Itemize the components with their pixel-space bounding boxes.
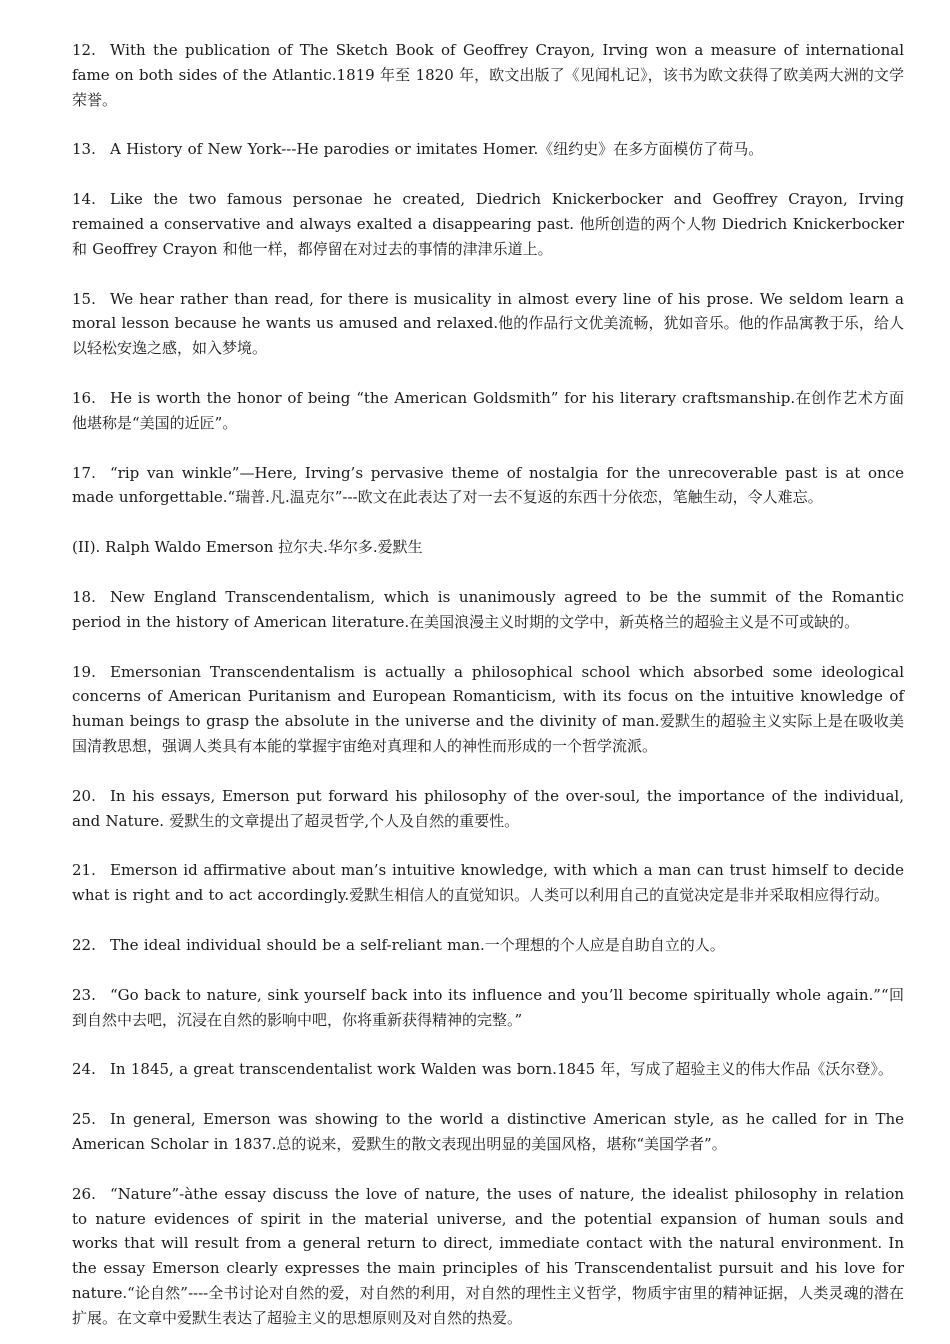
item-number: 20. xyxy=(72,786,96,805)
item-number: 13. xyxy=(72,140,96,159)
paragraph-23 xyxy=(72,983,904,1033)
item-text: A History of New York---He parodies or imitates Homer.《纽约史》在多方面模仿了荷马。 xyxy=(110,140,764,159)
paragraph-26 xyxy=(72,1182,904,1331)
item-number: 26. xyxy=(72,1184,96,1203)
item-text: “rip van winkle”—Here, Irving’s pervasive theme of nostalgia for the unrecoverable past is at once made unforgettable.“瑞普.凡.温克尔”---欧文在此表达了对一去不复返的东西十分依恋，笔触生动，令人难忘。 xyxy=(72,463,904,507)
section-heading: (II). Ralph Waldo Emerson 拉尔夫.华尔多.爱默生 xyxy=(72,538,423,557)
paragraph-21 xyxy=(72,858,904,908)
paragraph-19 xyxy=(72,660,904,759)
item-number: 18. xyxy=(72,587,96,606)
paragraph-12 xyxy=(72,38,904,112)
item-number: 19. xyxy=(72,662,96,681)
item-text: He is worth the honor of being “the American Goldsmith” for his literary craftsmanship.在创作艺术方面他堪称是“美国的近匠”。 xyxy=(72,388,904,432)
paragraph-14 xyxy=(72,187,904,261)
item-text: Emersonian Transcendentalism is actually a philosophical school which absorbed some ideological concerns of American Puritanism and European Romanticism, with its focus on the intuitive knowledge of human beings to grasp the absolute in the universe and the divinity of man.爱默生的超验主义实际上是在吸收美国清教思想，强调人类具有本能的掌握宇宙绝对真理和人的神性而形成的一个哲学流派。 xyxy=(72,662,904,755)
paragraph-18 xyxy=(72,585,904,635)
paragraph-15 xyxy=(72,287,904,361)
item-number: 25. xyxy=(72,1110,96,1129)
item-text: We hear rather than read, for there is musicality in almost every line of his prose. We seldom learn a moral lesson because he wants us amused and relaxed.他的作品行文优美流畅，犹如音乐。他的作品寓教于乐，给人以轻松安逸之感，如入梦境。 xyxy=(72,289,904,358)
item-text: The ideal individual should be a self-reliant man.一个理想的个人应是自助自立的人。 xyxy=(110,935,725,954)
item-number: 16. xyxy=(72,388,96,407)
item-text: With the publication of The Sketch Book of Geoffrey Crayon, Irving won a measure of international fame on both sides of the Atlantic.1819 年至 1820 年，欧文出版了《见闻札记》，该书为欧文获得了欧美两大洲的文学荣誉。 xyxy=(72,41,904,109)
item-text: Like the two famous personae he created, Diedrich Knickerbocker and Geoffrey Crayon, Irving remained a conservative and always exalted a disappearing past. 他所创造的两个人物 Diedrich Knickerbocker 和 Geoffrey Crayon 和他一样，都停留在对过去的事情的津津乐道上。 xyxy=(72,190,904,258)
paragraph-24 xyxy=(72,1057,904,1082)
item-text: In general, Emerson was showing to the world a distinctive American style, as he called for in The American Scholar in 1837.总的说来，爱默生的散文表现出明显的美国风格，堪称“美国学者”。 xyxy=(72,1110,904,1153)
item-text: New England Transcendentalism, which is unanimously agreed to be the summit of the Romantic period in the history of American literature.在美国浪漫主义时期的文学中，新英格兰的超验主义是不可或缺的。 xyxy=(72,587,904,631)
item-text: In his essays, Emerson put forward his philosophy of the over-soul, the importance of the individual, and Nature. 爱默生的文章提出了超灵哲学,个人及自然的重要性。 xyxy=(72,786,904,830)
paragraph-22 xyxy=(72,933,904,958)
item-number: 15. xyxy=(72,289,96,308)
item-number: 12. xyxy=(72,41,96,59)
paragraph-13 xyxy=(72,137,904,162)
item-number: 24. xyxy=(72,1060,96,1079)
paragraph-20 xyxy=(72,784,904,834)
paragraph-16 xyxy=(72,386,904,436)
item-number: 21. xyxy=(72,861,96,880)
item-number: 14. xyxy=(72,190,96,209)
item-number: 23. xyxy=(72,985,96,1004)
paragraph-25 xyxy=(72,1107,904,1157)
item-text: “Nature”-àthe essay discuss the love of nature, the uses of nature, the idealist philosophy in relation to nature evidences of spirit in the material universe, and the potential expansion of human souls and works that will result from a general return to direct, immediate contact with the natural environment. In the essay Emerson clearly expresses the main principles of his Transcendentalist pursuit and his love for nature.“论自然”----全书讨论对自然的爱，对自然的利用，对自然的理性主义哲学，物质宇宙里的精神证据，人类灵魂的潜在扩展。在文章中爱默生表达了超验主义的思想原则及对自然的热爱。 xyxy=(72,1184,904,1327)
item-text: In 1845, a great transcendentalist work Walden was born.1845 年，写成了超验主义的伟大作品《沃尔登》。 xyxy=(110,1060,893,1079)
item-number: 17. xyxy=(72,463,96,482)
paragraph-17 xyxy=(72,461,904,511)
item-text: “Go back to nature, sink yourself back into its influence and you’ll become spiritually whole again.”“回到自然中去吧，沉浸在自然的影响中吧，你将重新获得精神的完整。” xyxy=(72,985,904,1029)
item-number: 22. xyxy=(72,935,96,954)
item-text: Emerson id affirmative about man’s intuitive knowledge, with which a man can trust himself to decide what is right and to act accordingly.爱默生相信人的直觉知识。人类可以利用自己的直觉决定是非并采取相应得行动。 xyxy=(72,861,904,905)
